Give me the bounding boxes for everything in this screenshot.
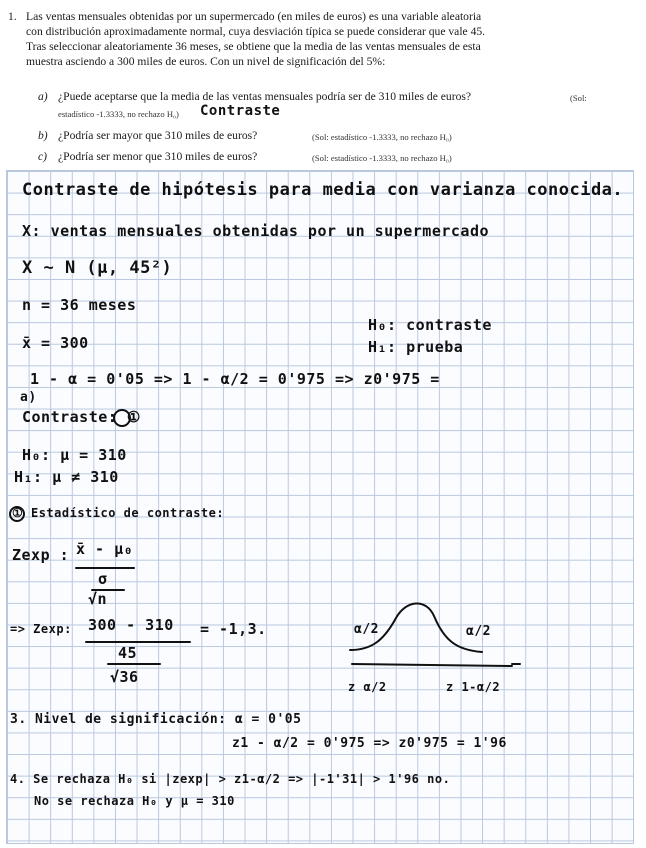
hw-h0-right: H₀: contraste <box>368 316 492 334</box>
hw-sample-size: n = 36 meses <box>22 296 137 314</box>
problem-number: 1. <box>8 10 17 23</box>
hw-sample-mean: x̄ = 300 <box>22 334 89 352</box>
hw-part-a: a) <box>20 390 37 405</box>
problem-line-3: Tras seleccionar aleatoriamente 36 meses, se obtiene que la media de las ventas mensuales de esta <box>26 40 481 53</box>
hw-contraste-1: Contraste: ① <box>22 408 141 426</box>
hw-zexp-sqrtn: √n <box>88 590 108 608</box>
problem-line-2: con distribución aproximadamente normal, cuya desviación típica se puede considerar que vale 45. <box>26 25 486 38</box>
hw-tail-left: α/2 <box>354 622 379 637</box>
part-a-question: ¿Puede aceptarse que la media de las ventas mensuales podría ser de 310 miles de euros? <box>58 90 472 103</box>
part-b-sol: (Sol: estadístico -1.3333, no rechazo H₀) <box>312 132 452 142</box>
hw-calc-45: 45 <box>118 644 138 662</box>
hw-title: Contraste de hipótesis para media con varianza conocida. <box>22 180 624 200</box>
hw-z-left: z α/2 <box>348 680 387 694</box>
problem-statement <box>0 0 646 170</box>
hw-zexp-label: Zexp : <box>12 546 70 564</box>
part-a-sol-2: estadístico -1.3333, no rechazo H₀) <box>58 109 179 119</box>
hw-step-1: ① Estadístico de contraste: <box>12 506 225 520</box>
part-c-label: c) <box>38 150 48 163</box>
contraste-mark: Contraste <box>200 103 281 119</box>
hw-h0: H₀: μ = 310 <box>22 446 127 464</box>
hw-calc-label: => Zexp: <box>10 622 72 636</box>
hw-calc-sqrt36: √36 <box>110 668 139 686</box>
part-c-sol: (Sol: estadístico -1.3333, no rechazo H₀) <box>312 153 452 163</box>
part-a-label: a) <box>38 90 48 103</box>
hw-z-right: z 1-α/2 <box>446 680 501 694</box>
hw-x-definition: X: ventas mensuales obtenidas por un supermercado <box>22 222 490 240</box>
hw-confidence: 1 - α = 0'05 => 1 - α/2 = 0'975 => z0'975 = <box>30 370 440 388</box>
hw-calc-numerator: 300 - 310 <box>88 616 174 634</box>
hw-step-4: 4. Se rechaza H₀ si |zexp| > z1-α/2 => |-1'31| > 1'96 no. <box>10 772 451 786</box>
hw-step-3: 3. Nivel de significación: α = 0'05 <box>10 712 302 727</box>
hw-h1: H₁: μ ≠ 310 <box>14 468 119 486</box>
hw-tail-right: α/2 <box>466 624 491 639</box>
problem-line-1: Las ventas mensuales obtenidas por un supermercado (en miles de euros) es una variable aleatoria <box>26 10 482 23</box>
hw-zexp-numerator: x̄ - μ₀ <box>76 540 134 558</box>
part-a-sol: (Sol: <box>570 93 587 103</box>
problem-line-4: muestra asciendo a 300 miles de euros. Con un nivel de significación del 5%: <box>26 55 386 68</box>
part-b-label: b) <box>38 129 48 142</box>
hw-step-4b: No se rechaza H₀ y μ = 310 <box>34 794 235 808</box>
part-c-question: ¿Podría ser menor que 310 miles de euros? <box>58 150 258 163</box>
hw-distribution: X ~ N (μ, 45²) <box>22 258 173 278</box>
hw-calc-result: = -1,3. <box>200 620 267 638</box>
hw-zexp-sigma: σ <box>98 570 108 588</box>
part-b-question: ¿Podría ser mayor que 310 miles de euros? <box>58 129 258 142</box>
hw-step-3b: z1 - α/2 = 0'975 => z0'975 = 1'96 <box>232 736 507 751</box>
hw-h1-right: H₁: prueba <box>368 338 464 356</box>
